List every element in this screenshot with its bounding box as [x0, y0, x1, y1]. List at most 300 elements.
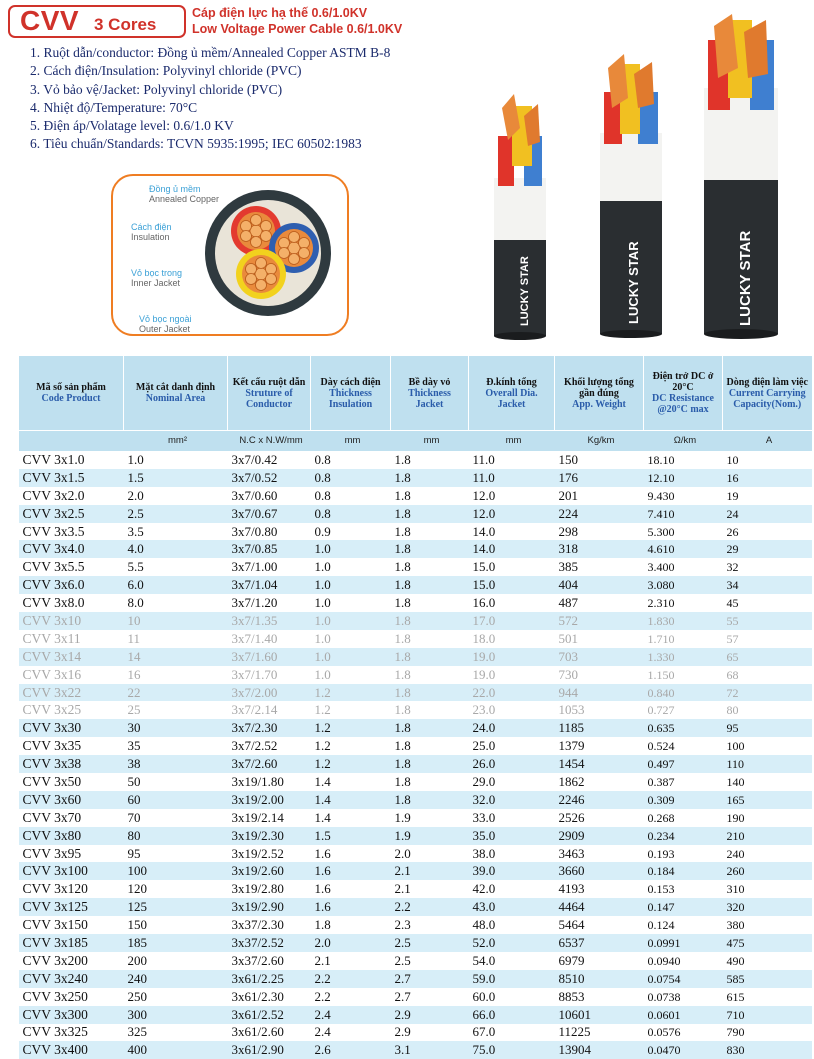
table-cell: CVV 3x200 [22, 952, 88, 968]
table-cell: 2.2 [391, 898, 469, 916]
table-cell: 240 [726, 846, 745, 861]
table-cell: 1.4 [314, 773, 331, 789]
table-cell: 12.0 [469, 505, 555, 523]
col-header-code: Mã số sản phẩm Code Product [19, 356, 124, 431]
table-cell: 1.2 [311, 719, 391, 737]
table-cell: 15.0 [472, 559, 496, 575]
table-cell: 0.8 [314, 451, 331, 467]
table-cell: 11 [127, 630, 141, 646]
table-cell: 1.9 [394, 809, 411, 825]
table-cell: 54.0 [472, 952, 496, 968]
table-cell: CVV 3x50 [22, 773, 82, 789]
table-cell: 2.1 [314, 952, 331, 968]
table-cell: 5464 [558, 917, 585, 933]
table-cell: CVV 3x80 [19, 827, 124, 845]
spec-item: 4. Nhiệt độ/Temperature: 70°C [30, 99, 198, 115]
spec-item: 5. Điện áp/Volatage level: 0.6/1.0 KV [30, 118, 234, 134]
table-cell: 585 [723, 970, 812, 988]
table-cell: CVV 3x325 [22, 1024, 88, 1040]
unit-cell: N.C x N.W/mm [228, 431, 311, 452]
table-cell: 2909 [555, 827, 644, 845]
table-cell: 68 [726, 667, 739, 682]
table-cell: 0.524 [647, 739, 675, 754]
table-cell: 385 [558, 559, 578, 575]
table-cell: 2246 [555, 791, 644, 809]
table-cell: CVV 3x4.0 [19, 540, 124, 558]
table-cell: 39.0 [469, 862, 555, 880]
table-body [19, 451, 812, 1059]
table-cell: 487 [558, 595, 578, 611]
table-cell: 4464 [555, 898, 644, 916]
table-cell: 1862 [558, 773, 585, 789]
table-cell: 18.10 [647, 452, 675, 467]
table-cell: 1.710 [647, 631, 675, 646]
table-cell: 2.0 [311, 934, 391, 952]
table-cell: 0.9 [314, 523, 331, 539]
table-cell: 125 [124, 898, 228, 916]
table-cell: 45 [726, 596, 739, 611]
table-cell: 3x7/0.67 [228, 505, 311, 523]
table-cell: 325 [127, 1024, 147, 1040]
table-cell: 3x7/1.20 [231, 595, 278, 611]
table-cell: 1185 [555, 719, 644, 737]
table-cell: 2.7 [394, 988, 411, 1004]
spec-item: 6. Tiêu chuẩn/Standards: TCVN 5935:1995; IEC 60502:1983 [30, 136, 362, 152]
table-cell: 2.4 [311, 1006, 391, 1024]
table-row [19, 666, 812, 684]
table-row [19, 898, 812, 916]
table-cell: 0.0991 [644, 934, 723, 952]
table-cell: 0.124 [647, 918, 675, 933]
table-cell: 32.0 [469, 791, 555, 809]
table-cell: 3x19/2.14 [231, 809, 284, 825]
table-cell: 1454 [555, 755, 644, 773]
table-cell: 4.610 [644, 540, 723, 558]
table-cell: CVV 3x6.0 [19, 576, 124, 594]
table-cell: 0.8 [311, 505, 391, 523]
table-cell: 730 [558, 666, 578, 682]
table-cell: 1.830 [644, 612, 723, 630]
table-cell: 210 [723, 827, 812, 845]
table-cell: 0.0470 [644, 1041, 723, 1059]
col-header-insulation: Dày cách điện Thickness Insulation [311, 356, 391, 431]
subtitle-vi: Cáp điện lực hạ thế 0.6/1.0KV [192, 6, 368, 20]
table-cell: 3.080 [644, 576, 723, 594]
table-cell: 2526 [558, 809, 585, 825]
table-cell: 5.300 [647, 524, 675, 539]
table-cell: 34 [723, 576, 812, 594]
table-cell: CVV 3x100 [19, 862, 124, 880]
table-cell: 1.0 [311, 576, 391, 594]
table-cell: 60 [124, 791, 228, 809]
table-cell: 70 [127, 809, 141, 825]
col-header-structure: Kết cấu ruột dẫn Struture of Conductor [228, 356, 311, 431]
table-row [19, 469, 812, 487]
table-cell: 1.6 [311, 862, 391, 880]
table-cell: 1.0 [127, 451, 144, 467]
table-cell: 2.2 [311, 970, 391, 988]
table-cell: 3x61/2.60 [231, 1024, 284, 1040]
table-row [19, 845, 812, 863]
table-cell: 201 [558, 487, 578, 503]
table-cell: 1053 [558, 702, 585, 718]
table-cell: 75.0 [469, 1041, 555, 1059]
table-cell: 9.430 [647, 488, 675, 503]
table-cell: 35 [127, 738, 141, 754]
table-cell: 0.184 [644, 862, 723, 880]
table-cell: 3x19/2.30 [228, 827, 311, 845]
table-cell: 11.0 [472, 451, 495, 467]
table-cell: 0.268 [647, 810, 675, 825]
table-cell: CVV 3x25 [22, 702, 82, 718]
table-cell: 0.635 [644, 719, 723, 737]
table-cell: CVV 3x150 [22, 917, 88, 933]
table-cell: 22 [124, 684, 228, 702]
table-cell: 3x7/0.85 [228, 540, 311, 558]
table-cell: 3x19/2.60 [228, 862, 311, 880]
table-cell: 52.0 [469, 934, 555, 952]
table-cell: 298 [558, 523, 578, 539]
table-cell: 0.727 [647, 703, 675, 718]
table-cell: CVV 3x120 [22, 881, 88, 897]
table-cell: 224 [555, 505, 644, 523]
table-cell: 2.0 [127, 487, 144, 503]
table-cell: 12.10 [644, 469, 723, 487]
table-cell: 0.193 [647, 846, 675, 861]
col-header-resistance: Điện trở DC ở 20°C DC Resistance @20°C max [644, 356, 723, 431]
table-cell: 250 [127, 988, 147, 1004]
table-row [19, 505, 812, 523]
table-row [19, 737, 812, 755]
col-header-jacket: Bề dày vỏ Thickness Jacket [391, 356, 469, 431]
table-row [19, 684, 812, 702]
table-cell: 18.0 [472, 630, 496, 646]
table-cell: CVV 3x1.0 [22, 451, 85, 467]
table-cell: 3x37/2.30 [231, 917, 284, 933]
table-row [19, 1024, 812, 1042]
table-cell: CVV 3x14 [19, 648, 124, 666]
table-cell: 1.8 [391, 684, 469, 702]
table-cell: 0.0754 [644, 970, 723, 988]
table-cell: 4.0 [124, 540, 228, 558]
table-cell: 2.1 [394, 881, 411, 897]
table-cell: 1.150 [647, 667, 675, 682]
table-cell: 3x7/1.70 [231, 666, 278, 682]
table-cell: 1.8 [394, 487, 411, 503]
table-cell: 2.3 [394, 917, 411, 933]
table-cell: 1.6 [314, 881, 331, 897]
table-cell: 1.8 [394, 451, 411, 467]
table-cell: 16.0 [472, 595, 496, 611]
table-cell: 5.5 [127, 559, 144, 575]
table-cell: 1.8 [391, 540, 469, 558]
table-row [19, 558, 812, 576]
table-cell: 3x61/2.90 [228, 1041, 311, 1059]
table-cell: 1379 [558, 738, 585, 754]
table-cell: 710 [723, 1006, 812, 1024]
table-cell: 1.6 [314, 845, 331, 861]
table-cell: 3x7/0.52 [228, 469, 311, 487]
table-cell: 12.0 [472, 487, 496, 503]
spec-item: 3. Vỏ bảo vệ/Jacket: Polyvinyl chloride (PVC) [30, 81, 283, 97]
table-cell: 26.0 [469, 755, 555, 773]
table-cell: 2.6 [311, 1041, 391, 1059]
table-cell: 16 [127, 666, 141, 682]
table-cell: 19 [726, 488, 739, 503]
table-cell: 300 [124, 1006, 228, 1024]
table-cell: CVV 3x1.5 [19, 469, 124, 487]
product-code-title: CVV [20, 5, 80, 36]
table-cell: 1.8 [394, 666, 411, 682]
table-cell: 0.147 [644, 898, 723, 916]
table-cell: 475 [723, 934, 812, 952]
table-cell: 22.0 [469, 684, 555, 702]
table-cell: 59.0 [469, 970, 555, 988]
table-cell: 1.5 [124, 469, 228, 487]
table-cell: CVV 3x3.5 [22, 523, 85, 539]
table-cell: 24.0 [469, 719, 555, 737]
table-cell: 1.8 [391, 755, 469, 773]
table-cell: 240 [124, 970, 228, 988]
table-cell: 0.840 [644, 684, 723, 702]
col-header-weight: Khối lượng tổng gần đúng App. Weight [555, 356, 644, 431]
table-cell: 7.410 [644, 505, 723, 523]
table-cell: 0.8 [311, 469, 391, 487]
table-cell: 1.8 [391, 719, 469, 737]
table-cell: 3x7/1.00 [231, 559, 278, 575]
table-cell: 120 [127, 881, 147, 897]
table-cell: 150 [127, 917, 147, 933]
table-row [19, 1041, 812, 1059]
table-cell: 165 [723, 791, 812, 809]
table-cell: 1.8 [394, 523, 411, 539]
table-cell: 8510 [555, 970, 644, 988]
table-cell: 1.0 [314, 595, 331, 611]
table-cell: 33.0 [472, 809, 496, 825]
table-cell: 185 [124, 934, 228, 952]
table-cell: 60.0 [472, 988, 496, 1004]
table-cell: 380 [726, 918, 745, 933]
table-cell: 3x7/0.60 [231, 487, 278, 503]
table-cell: 615 [726, 989, 745, 1004]
table-cell: CVV 3x400 [19, 1041, 124, 1059]
cable-cross-section-diagram [111, 174, 349, 336]
table-cell: 1.8 [391, 505, 469, 523]
table-cell: 6537 [555, 934, 644, 952]
table-cell: 2.0 [394, 845, 411, 861]
table-cell: CVV 3x300 [19, 1006, 124, 1024]
brand-text-small: LUCKY STAR [519, 256, 531, 326]
table-row [19, 523, 812, 541]
table-cell: CVV 3x10 [19, 612, 124, 630]
table-cell: 95 [723, 719, 812, 737]
table-cell: 26 [726, 524, 739, 539]
subtitle-en: Low Voltage Power Cable 0.6/1.0KV [192, 22, 403, 36]
table-cell: 100 [726, 739, 745, 754]
table-cell: 42.0 [472, 881, 496, 897]
table-cell: 3x19/2.00 [228, 791, 311, 809]
table-cell: 1.0 [314, 666, 331, 682]
unit-cell: Kg/km [555, 431, 644, 452]
table-cell: 200 [127, 952, 147, 968]
table-cell: CVV 3x185 [19, 934, 124, 952]
table-cell: 310 [726, 882, 745, 897]
table-cell: 404 [555, 576, 644, 594]
table-cell: 65 [723, 648, 812, 666]
table-cell: 3x37/2.52 [228, 934, 311, 952]
table-cell: 3x7/1.40 [231, 630, 278, 646]
table-cell: 3463 [558, 845, 585, 861]
cable-large [704, 14, 778, 339]
unit-cell: mm [311, 431, 391, 452]
table-cell: 35.0 [469, 827, 555, 845]
table-cell: 3x19/1.80 [231, 773, 284, 789]
table-cell: 3x61/2.25 [228, 970, 311, 988]
table-cell: 2.7 [391, 970, 469, 988]
table-cell: 140 [726, 774, 745, 789]
table-cell: 318 [555, 540, 644, 558]
spec-item: 1. Ruột dẫn/conductor: Đồng ủ mềm/Annealed Copper ASTM B-8 [30, 45, 391, 60]
table-cell: 43.0 [469, 898, 555, 916]
table-cell: CVV 3x60 [19, 791, 124, 809]
table-row [19, 540, 812, 558]
table-row [19, 451, 812, 469]
table-row [19, 487, 812, 505]
table-cell: 3x7/2.30 [228, 719, 311, 737]
table-cell: 2.9 [394, 1024, 411, 1040]
table-cell: 176 [555, 469, 644, 487]
table-cell: CVV 3x5.5 [22, 559, 85, 575]
table-cell: 1.0 [311, 648, 391, 666]
table-cell: 16 [723, 469, 812, 487]
table-cell: 150 [558, 451, 578, 467]
table-cell: 1.2 [314, 738, 331, 754]
table-cell: 67.0 [472, 1024, 496, 1040]
table-cell: 6.0 [124, 576, 228, 594]
table-cell: 29.0 [472, 773, 496, 789]
table-cell: 1.0 [314, 559, 331, 575]
cable-photo [478, 8, 790, 340]
table-cell: 3x37/2.60 [231, 952, 284, 968]
table-row [19, 576, 812, 594]
table-cell: CVV 3x2.0 [22, 487, 85, 503]
table-cell: CVV 3x2.5 [19, 505, 124, 523]
table-cell: 0.387 [647, 774, 675, 789]
table-cell: 19.0 [469, 648, 555, 666]
table-cell: CVV 3x250 [22, 988, 88, 1004]
table-cell: 2.5 [394, 952, 411, 968]
table-cell: 0.0576 [647, 1025, 681, 1040]
unit-cell: mm [469, 431, 555, 452]
table-cell: 1.8 [394, 773, 411, 789]
table-cell: 1.0 [311, 540, 391, 558]
unit-cell: mm² [124, 431, 228, 452]
table-cell: CVV 3x11 [22, 630, 81, 646]
table-row [19, 701, 812, 719]
spec-table [18, 356, 812, 1059]
table-cell: 1.8 [391, 469, 469, 487]
table-cell: 2.5 [124, 505, 228, 523]
table-cell: 66.0 [469, 1006, 555, 1024]
table-cell: 32 [726, 560, 739, 575]
table-cell: 3x7/0.80 [231, 523, 278, 539]
table-cell: 1.330 [644, 648, 723, 666]
spec-item: 2. Cách điện/Insulation: Polyvinyl chloride (PVC) [30, 63, 302, 79]
table-header-row [19, 356, 812, 431]
table-cell: 14 [124, 648, 228, 666]
table-cell: 1.8 [391, 576, 469, 594]
table-cell: 14.0 [469, 540, 555, 558]
table-cell: CVV 3x22 [19, 684, 124, 702]
table-cell: 2.1 [391, 862, 469, 880]
table-cell: 0.309 [644, 791, 723, 809]
table-cell: 23.0 [472, 702, 496, 718]
table-cell: 13904 [555, 1041, 644, 1059]
table-cell: 17.0 [469, 612, 555, 630]
table-cell: 3x7/2.00 [228, 684, 311, 702]
table-cell: 15.0 [469, 576, 555, 594]
table-cell: 50 [127, 773, 141, 789]
cable-medium [600, 54, 662, 338]
table-cell: 8.0 [127, 595, 144, 611]
table-cell: 1.8 [394, 738, 411, 754]
table-units-row [19, 431, 812, 452]
table-row [19, 934, 812, 952]
table-cell: 6979 [558, 952, 585, 968]
table-cell: CVV 3x125 [19, 898, 124, 916]
table-cell: 3x19/2.52 [231, 845, 284, 861]
table-cell: 29 [723, 540, 812, 558]
table-cell: 1.8 [314, 917, 331, 933]
table-cell: 80 [124, 827, 228, 845]
table-cell: CVV 3x35 [22, 738, 82, 754]
table-cell: 3.5 [127, 523, 144, 539]
table-row [19, 827, 812, 845]
cross-section-svg [113, 176, 347, 334]
table-cell: 2.4 [314, 1024, 331, 1040]
table-cell: 3x19/2.90 [228, 898, 311, 916]
table-row [19, 1006, 812, 1024]
table-cell: CVV 3x240 [19, 970, 124, 988]
table-row [19, 970, 812, 988]
table-cell: 1.4 [314, 809, 331, 825]
table-cell: 55 [723, 612, 812, 630]
table-cell: 0.8 [314, 487, 331, 503]
table-cell: 4193 [558, 881, 585, 897]
brand-text-medium: LUCKY STAR [626, 241, 641, 324]
table-cell: 25.0 [472, 738, 496, 754]
table-cell: 100 [124, 862, 228, 880]
table-cell: 0.234 [644, 827, 723, 845]
table-cell: CVV 3x95 [22, 845, 82, 861]
table-cell: 490 [726, 953, 745, 968]
table-cell: 3x7/1.04 [228, 576, 311, 594]
table-cell: 1.4 [311, 791, 391, 809]
table-cell: 1.8 [394, 559, 411, 575]
table-cell: 1.5 [311, 827, 391, 845]
table-cell: 1.8 [394, 595, 411, 611]
table-cell: 790 [726, 1025, 745, 1040]
table-cell: 3x7/1.60 [228, 648, 311, 666]
product-title [8, 5, 186, 38]
table-cell: 3x7/2.14 [231, 702, 278, 718]
cores-label: 3 Cores [94, 15, 157, 34]
table-cell: 11.0 [469, 469, 555, 487]
table-cell: 1.2 [311, 684, 391, 702]
table-cell: 2.310 [647, 596, 675, 611]
table-cell: 3.400 [647, 560, 675, 575]
table-cell: 501 [558, 630, 578, 646]
